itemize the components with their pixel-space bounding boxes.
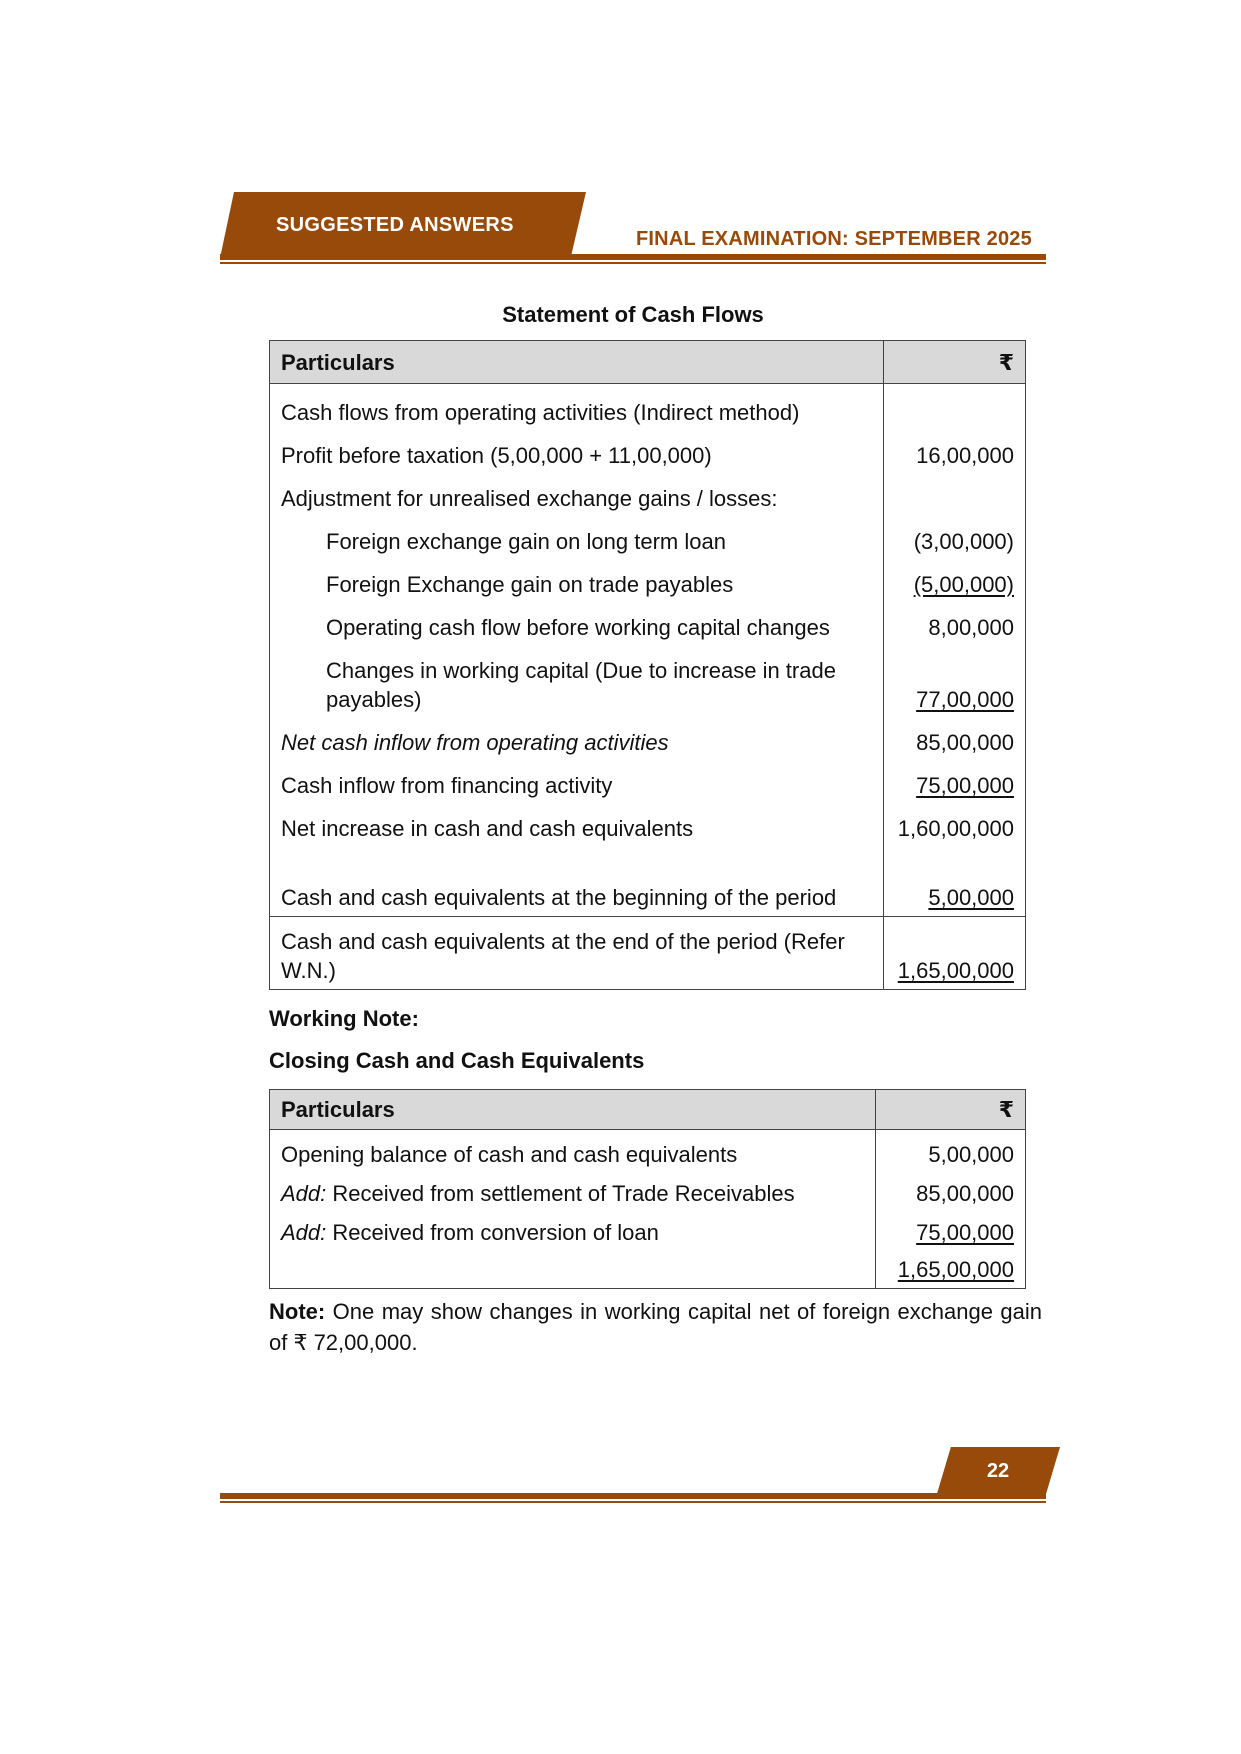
table-row	[270, 384, 1026, 427]
row-amount: 85,00,000	[884, 714, 1026, 757]
table-row	[270, 556, 1026, 599]
note-label: Note:	[269, 1299, 326, 1324]
table-header-row	[270, 341, 1026, 384]
row-amount: 75,00,000	[916, 1219, 1014, 1245]
working-note-heading: Working Note:	[269, 1006, 419, 1031]
col-particulars: Particulars	[270, 1090, 876, 1130]
row-amount	[884, 384, 1026, 427]
col-amount-rupee: ₹	[884, 341, 1026, 384]
row-label: Cash flows from operating activities (Indirect method)	[270, 384, 884, 427]
table-row	[270, 470, 1026, 513]
add-prefix: Add:	[281, 1219, 327, 1245]
col-particulars: Particulars	[270, 341, 884, 384]
header-rule	[220, 254, 1046, 260]
row-amount	[884, 470, 1026, 513]
table-row	[270, 714, 1026, 757]
working-note-subheading: Closing Cash and Cash Equivalents	[269, 1048, 645, 1073]
row-amount: 77,00,000	[916, 686, 1014, 712]
page-number: 22	[986, 1460, 1010, 1482]
statement-title: Statement of Cash Flows	[502, 302, 764, 327]
header-tab-label: SUGGESTED ANSWERS	[276, 214, 514, 236]
row-label: Net cash inflow from operating activities	[270, 714, 884, 757]
table-row	[270, 1208, 1026, 1247]
row-label: Cash and cash equivalents at the end of the period (Refer W.N.)	[270, 917, 884, 990]
table-row	[270, 427, 1026, 470]
row-amount: 75,00,000	[916, 772, 1014, 798]
row-label: Net increase in cash and cash equivalents	[270, 800, 884, 843]
working-note-table	[269, 1089, 1026, 1289]
note-text: One may show changes in working capital net of foreign exchange gain of ₹ 72,00,000.	[269, 1299, 1042, 1355]
row-label: Cash and cash equivalents at the beginning of the period	[270, 843, 884, 917]
row-label: Cash inflow from financing activity	[270, 757, 884, 800]
row-label: Profit before taxation (5,00,000 + 11,00,000)	[270, 427, 884, 470]
row-amount: (5,00,000)	[913, 571, 1014, 597]
note-paragraph	[269, 1296, 1042, 1358]
table-header-row	[270, 1090, 1026, 1130]
row-amount: (3,00,000)	[884, 513, 1026, 556]
exam-title: FINAL EXAMINATION: SEPTEMBER 2025	[636, 228, 1032, 250]
table-row	[270, 1169, 1026, 1208]
table-row	[270, 757, 1026, 800]
row-label: Changes in working capital (Due to increase in trade payables)	[270, 642, 884, 714]
row-label: Foreign Exchange gain on trade payables	[270, 556, 884, 599]
row-amount: 8,00,000	[884, 599, 1026, 642]
table-row	[270, 642, 1026, 714]
row-label: Operating cash flow before working capital changes	[270, 599, 884, 642]
add-prefix: Add:	[281, 1180, 327, 1206]
row-amount: 1,60,00,000	[884, 800, 1026, 843]
col-amount-rupee: ₹	[876, 1090, 1026, 1130]
row-amount: 5,00,000	[876, 1130, 1026, 1169]
row-label: Received from settlement of Trade Receivables	[332, 1180, 795, 1206]
row-label: Opening balance of cash and cash equivalents	[270, 1130, 876, 1169]
row-amount: 5,00,000	[928, 885, 1014, 910]
header-rule-thin	[220, 262, 1046, 264]
cash-flow-table	[269, 340, 1026, 990]
footer-rule-thin	[220, 1501, 1046, 1503]
row-amount: 85,00,000	[876, 1169, 1026, 1208]
table-row	[270, 800, 1026, 843]
row-label: Received from conversion of loan	[332, 1219, 659, 1245]
row-amount: 1,65,00,000	[897, 958, 1014, 983]
table-row	[270, 599, 1026, 642]
table-row-total	[270, 917, 1026, 990]
table-row-total	[270, 1247, 1026, 1289]
table-row	[270, 843, 1026, 917]
table-row	[270, 513, 1026, 556]
row-amount: 16,00,000	[884, 427, 1026, 470]
table-row	[270, 1130, 1026, 1169]
row-label	[270, 1247, 876, 1289]
row-label: Foreign exchange gain on long term loan	[270, 513, 884, 556]
row-amount: 1,65,00,000	[897, 1257, 1014, 1282]
row-label: Adjustment for unrealised exchange gains / losses:	[270, 470, 884, 513]
footer-rule	[220, 1493, 1046, 1499]
